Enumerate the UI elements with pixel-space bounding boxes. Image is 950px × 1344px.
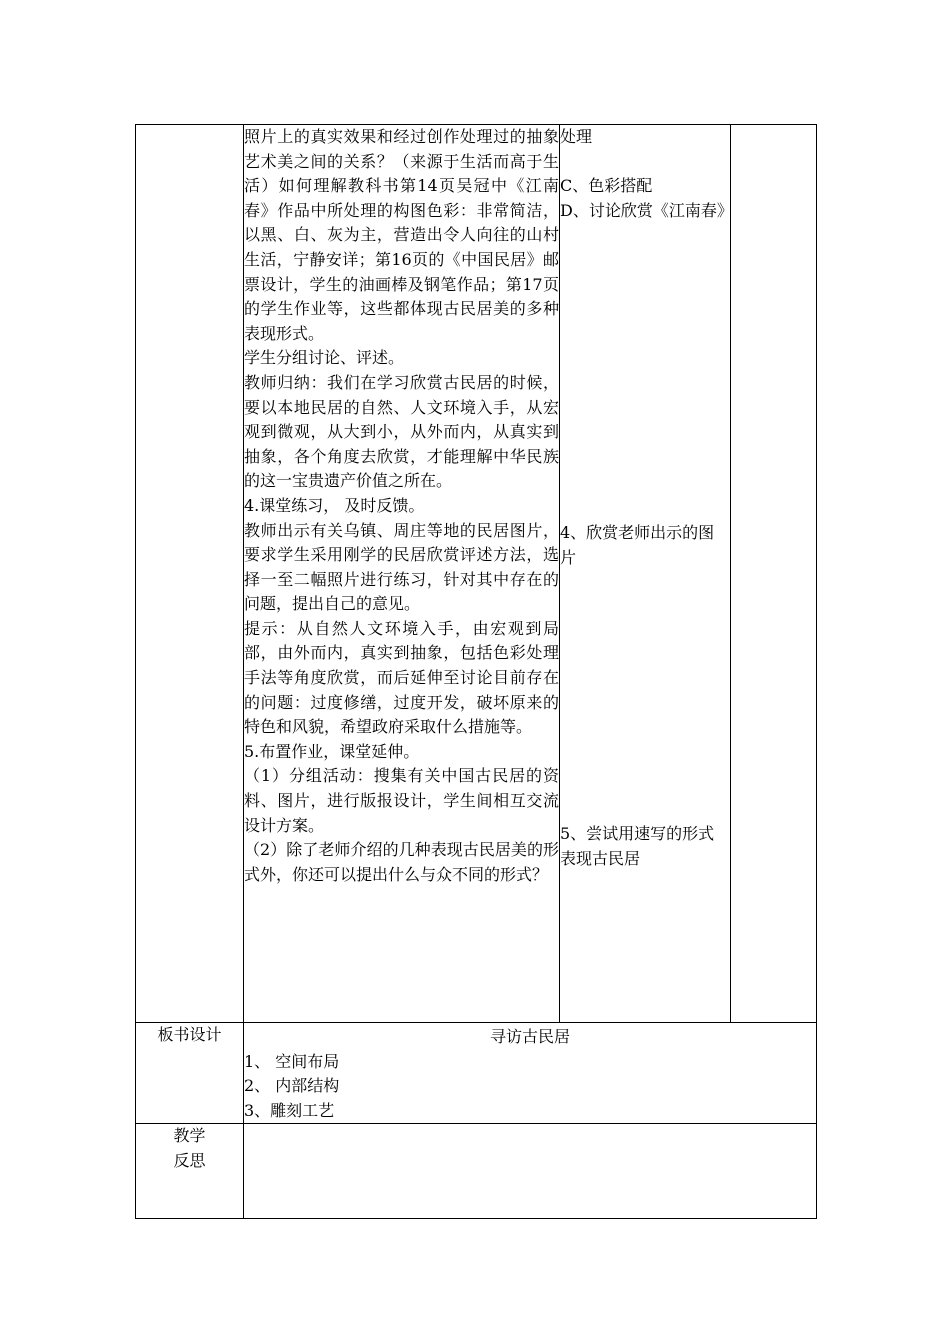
spacer-1 — [560, 223, 730, 521]
board-design-row — [136, 1023, 817, 1124]
paragraph-step4-heading: 4.课堂练习， 及时反馈。 — [244, 495, 425, 515]
student-item-5: 5、尝试用速写的形式表现古民居 — [560, 824, 715, 868]
reflection-label-line2: 反思 — [173, 1150, 206, 1170]
paragraph-homework-1: （1）分组活动：搜集有关中国古民居的资料、图片，进行版报设计，学生间相互交流设计方案。 — [244, 766, 559, 835]
paragraph-homework-2: （2）除了老师介绍的几种表现古民居美的形式外，你还可以提出什么与众不同的形式？ — [244, 840, 559, 884]
paragraph-teacher-summary: 教师归纳：我们在学习欣赏古民居的时候，要以本地民居的自然、人文环境入手，从宏观到微观，从大到小，从外而内，从真实到抽象，各个角度去欣赏，才能理解中华民族的这一宝贵遗产价值之所在。 — [244, 372, 559, 491]
reflection-label-line1: 教学 — [173, 1126, 206, 1146]
board-item-3: 3、雕刻工艺 — [244, 1100, 335, 1120]
board-design-label: 板书设计 — [136, 1023, 244, 1124]
paragraph-step5-heading: 5.布置作业，课堂延伸。 — [244, 741, 420, 761]
teaching-process-row — [136, 125, 817, 1023]
board-item-1: 1、 空间布局 — [244, 1051, 340, 1071]
student-item-a: 处理 — [560, 127, 593, 146]
reflection-content — [244, 1124, 817, 1219]
student-item-d: D、讨论欣赏《江南春》 — [560, 200, 733, 220]
teacher-activity-cell — [244, 125, 560, 1023]
student-item-4: 4、欣赏老师出示的图片 — [560, 523, 715, 567]
board-title: 寻访古民居 — [489, 1027, 570, 1046]
board-item-2: 2、 内部结构 — [244, 1076, 340, 1096]
paragraph-appreciation: 照片上的真实效果和经过创作处理过的抽象艺术美之间的关系？（来源于生活而高于生活）如何理解教科书第14页吴冠中《江南春》作品中所处理的构图色彩：非常简洁，以黑、白、灰为主，营造出令人向往的山村生活，宁静安详；第16页的《中国民居》邮票设计，学生的油画棒及钢笔作品；第17页的学生作业等，这些都体现古民居美的多种表现形式。 — [244, 127, 559, 343]
reflection-row — [136, 1124, 817, 1219]
right-empty-cell — [731, 125, 817, 1023]
lesson-plan-table — [135, 124, 817, 1219]
left-empty-cell — [136, 125, 244, 1023]
student-item-a-wrap — [560, 125, 730, 174]
reflection-label — [136, 1124, 244, 1219]
spacer-2 — [560, 570, 730, 822]
board-design-content — [244, 1023, 817, 1124]
paragraph-group-discussion: 学生分组讨论、评述。 — [244, 348, 405, 368]
paragraph-step4-content: 教师出示有关乌镇、周庄等地的民居图片，要求学生采用刚学的民居欣赏评述方法，选择一至二幅照片进行练习，针对其中存在的问题，提出自己的意见。 — [244, 520, 559, 614]
student-activity-cell — [560, 125, 731, 1023]
student-item-c: C、色彩搭配 — [560, 176, 653, 195]
paragraph-hint: 提示：从自然人文环境入手，由宏观到局部，由外而内，真实到抽象，包括色彩处理手法等角度欣赏，而后延伸至讨论目前存在的问题：过度修缮，过度开发，破坏原来的特色和风貌，希望政府采取什么措施等。 — [244, 618, 559, 737]
